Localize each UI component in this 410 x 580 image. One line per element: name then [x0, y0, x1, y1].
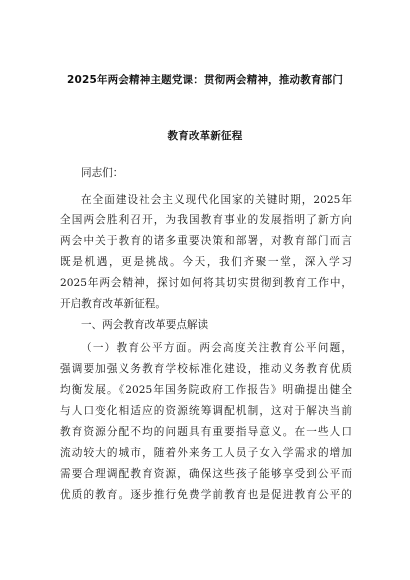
paragraph-1-line: 开启教育改革新征程。 — [60, 298, 166, 310]
paragraph-2-line: 强调要加强义务教育学校标准化建设，推动义务教育优质 — [60, 363, 352, 375]
paragraph-1-line: 两会中关于教育的诸多重要决策和部署，对教育部门而言 — [60, 235, 352, 247]
paragraph-2-line: 优质的教育。逐步推行免费学前教育也是促进教育公平的 — [60, 489, 352, 501]
salutation: 同志们： — [81, 167, 124, 179]
paragraph-1-line: 既是机遇，更是挑战。今天，我们齐聚一堂，深入学习 — [60, 256, 352, 268]
section-heading: 一、两会教育改革要点解读 — [81, 319, 209, 331]
paragraph-1-line: 全国两会胜利召开，为我国教育事业的发展指明了新方向 — [60, 214, 352, 226]
paragraph-2-line: 与人口变化相适应的资源统筹调配机制，这对于解决当前 — [60, 405, 352, 417]
paragraph-2-line: 需要合理调配教育资源，确保这些孩子能够享受到公平而 — [60, 468, 352, 480]
paragraph-2-line: 教育资源分配不均的问题具有重要指导意义。在一些人口 — [60, 426, 352, 438]
paragraph-2-line: 均衡发展。《2025年国务院政府工作报告》明确提出健全 — [60, 384, 352, 396]
paragraph-2-line: 流动较大的城市，随着外来务工人员子女入学需求的增加 — [60, 447, 352, 459]
paragraph-1-line: 2025年两会精神，探讨如何将其切实贯彻到教育工作中， — [60, 277, 352, 289]
document-title-line-1: 2025年两会精神主题党课：贯彻两会精神，推动教育部门 — [66, 74, 344, 86]
document-title-line-2: 教育改革新征程 — [167, 130, 243, 142]
paragraph-2-line: （一）教育公平方面。两会高度关注教育公平问题， — [81, 342, 352, 354]
paragraph-1-line: 在全面建设社会主义现代化国家的关键时期，2025年 — [81, 194, 352, 206]
